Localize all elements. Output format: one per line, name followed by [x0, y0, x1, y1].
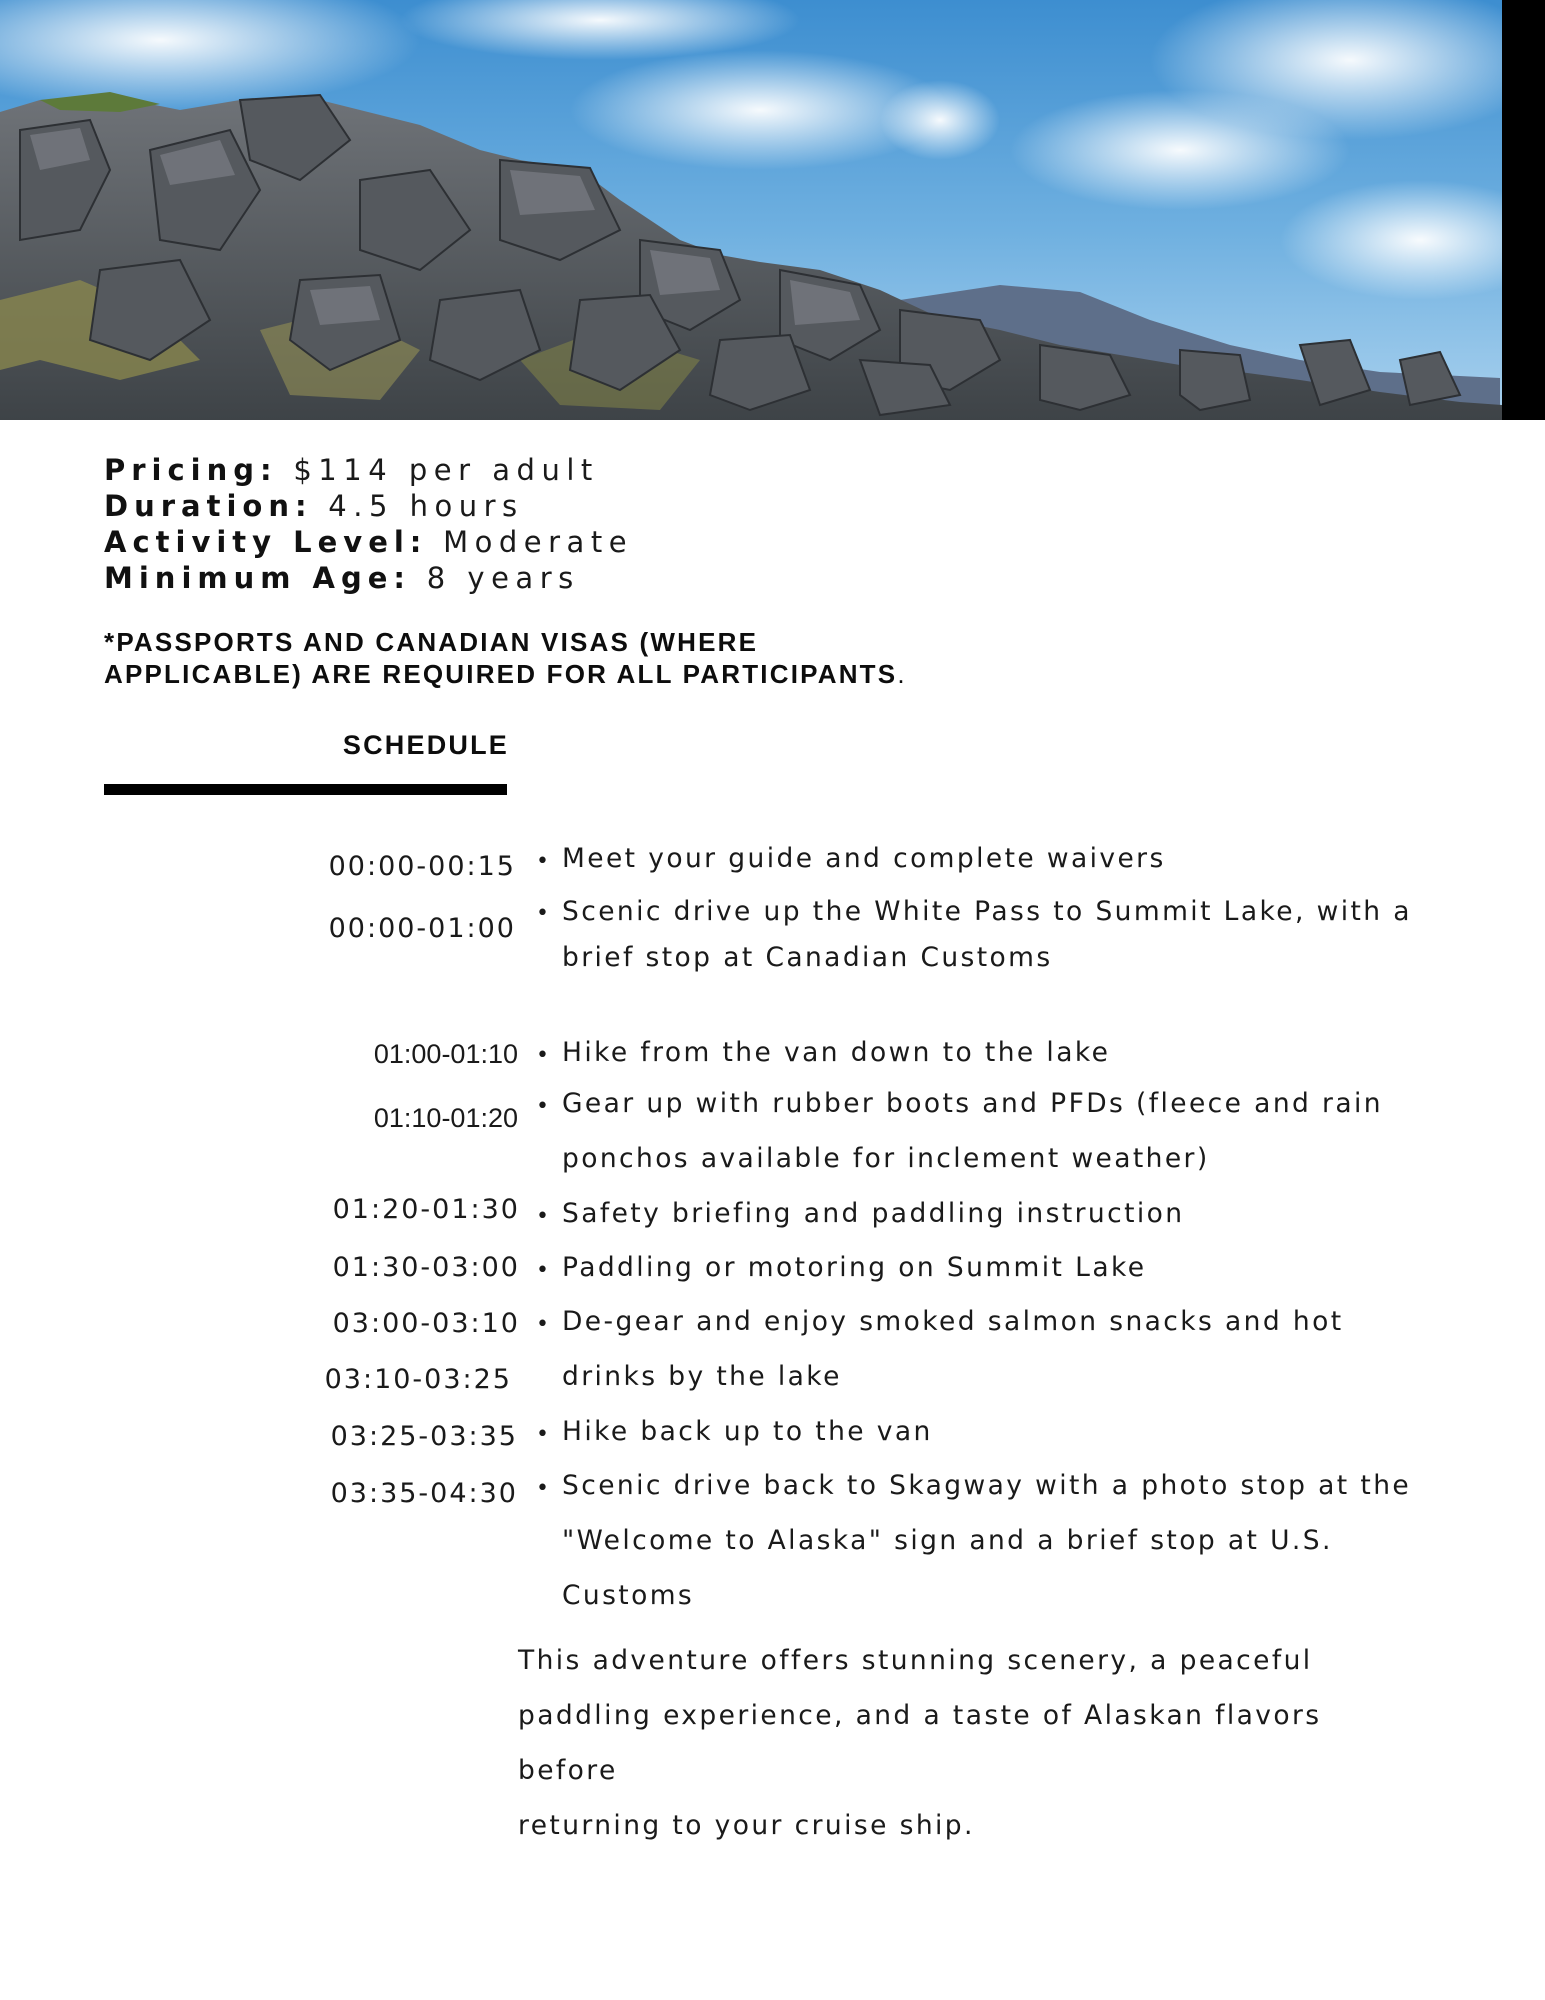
fact-activity-level: [104, 524, 1104, 560]
activity-text: Paddling or motoring on Summit Lake: [562, 1252, 1147, 1283]
fact-label: Pricing:: [104, 453, 278, 487]
activity-text: Safety briefing and paddling instruction: [562, 1198, 1185, 1229]
notice-period: .: [897, 659, 907, 689]
closing-paragraph: [518, 1633, 1368, 1853]
closing-line: paddling experience, and a taste of Alaskan flavors before: [518, 1700, 1322, 1786]
activity-text: De-gear and enjoy smoked salmon snacks and hot: [562, 1306, 1344, 1337]
bullet-marker: •: [536, 1312, 549, 1337]
fact-pricing: [104, 452, 1104, 488]
schedule-time: 03:10-03:25: [324, 1364, 512, 1395]
fact-value: 4.5 hours: [328, 489, 524, 523]
schedule-time: 00:00-00:15: [328, 851, 516, 882]
fact-duration: [104, 488, 1104, 524]
notice-line-text: APPLICABLE) ARE REQUIRED FOR ALL PARTICIPANTS: [104, 659, 898, 689]
activity-text: Scenic drive back to Skagway with a photo stop at the: [562, 1470, 1412, 1501]
bullet-marker: •: [536, 1043, 549, 1068]
bullet-marker: •: [536, 1204, 549, 1229]
header-photo: [0, 0, 1545, 420]
activity-text: Customs: [562, 1580, 695, 1611]
bullet-marker: •: [536, 1258, 549, 1283]
passport-notice: [104, 626, 1004, 690]
activity-text: Gear up with rubber boots and PFDs (fleece and rain: [562, 1088, 1383, 1119]
notice-line: *PASSPORTS AND CANADIAN VISAS (WHERE: [104, 627, 759, 657]
activity-text: Hike from the van down to the lake: [562, 1037, 1111, 1068]
bullet-marker: •: [536, 1094, 549, 1119]
bullet-marker: •: [536, 1476, 549, 1501]
fact-label: Duration:: [104, 489, 313, 523]
schedule-divider: [104, 784, 507, 795]
schedule-time: 03:35-04:30: [330, 1478, 518, 1509]
activity-text: "Welcome to Alaska" sign and a brief stop at U.S.: [562, 1525, 1333, 1556]
fact-label: Minimum Age:: [104, 561, 412, 595]
fact-label: Activity Level:: [104, 525, 428, 559]
bullet-marker: •: [536, 849, 549, 874]
notice-line: [104, 658, 1004, 690]
schedule-time: 01:20-01:30: [332, 1194, 520, 1225]
closing-line: returning to your cruise ship.: [518, 1810, 975, 1841]
bullet-marker: •: [536, 901, 549, 926]
activity-text: brief stop at Canadian Customs: [562, 942, 1053, 973]
schedule-time: 01:10-01:20: [373, 1103, 518, 1133]
activity-text: Hike back up to the van: [562, 1416, 933, 1447]
schedule-time: 03:00-03:10: [332, 1308, 520, 1339]
image-edge-bar: [1502, 0, 1545, 420]
fact-value: Moderate: [443, 525, 634, 559]
schedule-time: 03:25-03:35: [330, 1421, 518, 1452]
schedule-heading: SCHEDULE: [342, 730, 509, 760]
schedule-time: 00:00-01:00: [328, 913, 516, 944]
bullet-marker: •: [536, 1422, 549, 1447]
fact-value: 8 years: [426, 561, 580, 595]
activity-text: ponchos available for inclement weather): [562, 1143, 1210, 1174]
activity-text: drinks by the lake: [562, 1361, 842, 1392]
fact-minimum-age: [104, 560, 1104, 596]
tour-facts: [104, 452, 1104, 596]
fact-value: $114 per adult: [293, 453, 599, 487]
activity-text: Meet your guide and complete waivers: [562, 843, 1166, 874]
schedule-time: 01:30-03:00: [332, 1252, 520, 1283]
activity-text: Scenic drive up the White Pass to Summit Lake, with a: [562, 896, 1412, 927]
closing-line: This adventure offers stunning scenery, a peaceful: [518, 1645, 1313, 1676]
rocky-hillside-image: [0, 0, 1545, 420]
schedule-time: 01:00-01:10: [373, 1039, 518, 1069]
